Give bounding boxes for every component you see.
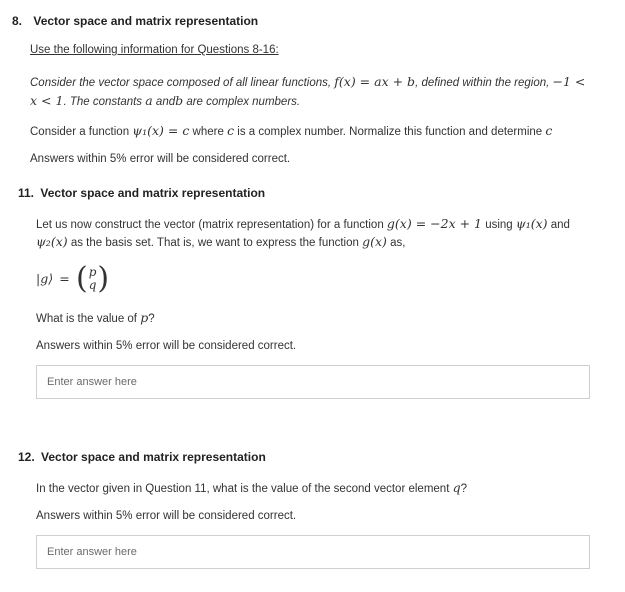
q11-text-line-1 <box>36 216 570 231</box>
q11-text-4: as the basis set. That is, we want to express the function <box>70 237 359 249</box>
q12-title: Vector space and matrix representation <box>41 450 266 464</box>
q11-number: 11. <box>18 186 35 200</box>
q8-c-symbol: c <box>227 123 235 138</box>
q11-question-text: What is the value of <box>36 313 137 325</box>
q8-psi-definition: ψ₁(x) = c <box>132 123 190 138</box>
q11-vector-q: q <box>88 278 97 292</box>
q8-const-a: a <box>145 93 153 108</box>
q11-answer-input[interactable] <box>37 366 589 398</box>
q8-consider-text-2: , defined within the region, <box>415 77 550 89</box>
q8-use-info: Use the following information for Questions 8-16: <box>30 44 279 56</box>
q11-text-1: Let us now construct the vector (matrix representation) for a function <box>36 219 384 231</box>
q8-number: 8. <box>12 14 23 28</box>
q11-text-line-2 <box>36 234 405 249</box>
q11-text-2: using <box>485 219 513 231</box>
q8-tolerance-note: Answers within 5% error will be considered correct. <box>30 153 291 165</box>
q11-header <box>18 186 265 200</box>
q8-consider-text-4: are complex numbers. <box>186 96 301 108</box>
q11-question <box>36 310 155 325</box>
q11-ket-g: |g⟩ <box>36 271 54 286</box>
q8-c-symbol-end: c <box>545 123 553 138</box>
q12-header <box>18 450 266 464</box>
q12-tolerance-note: Answers within 5% error will be considered correct. <box>36 510 297 522</box>
q12-answer-box[interactable] <box>36 535 590 569</box>
q12-question-var: q <box>452 480 461 495</box>
q8-and-word: and <box>155 96 176 108</box>
q8-func-text-2: where <box>192 126 224 138</box>
q11-question-var: p <box>140 310 149 325</box>
q11-text-5: as, <box>390 237 406 249</box>
q11-equals-sign: = <box>59 271 70 286</box>
q8-function-line <box>30 123 552 138</box>
q11-column-vector <box>89 266 97 292</box>
q8-range-part-2: x < 1 <box>30 93 64 108</box>
q11-vector-equation <box>36 261 109 297</box>
q11-g-definition: g(x) = −2x + 1 <box>386 216 482 231</box>
q12-question-text: In the vector given in Question 11, what is the value of the second vector element <box>36 483 450 495</box>
q8-header <box>12 14 258 28</box>
q8-f-definition: f(x) = ax + b <box>334 74 416 89</box>
q8-range-part-1: −1 < <box>552 74 586 89</box>
q8-title: Vector space and matrix representation <box>33 14 259 28</box>
q8-const-b: b <box>175 93 184 108</box>
q11-g-function: g(x) <box>362 234 387 249</box>
left-paren-icon: ( <box>75 261 88 296</box>
q11-vector-p: p <box>88 265 97 279</box>
q11-tolerance-note: Answers within 5% error will be considered correct. <box>36 340 297 352</box>
q11-text-3: and <box>550 219 570 231</box>
q12-number: 12. <box>18 450 35 464</box>
q11-psi2: ψ₂(x) <box>36 234 68 249</box>
q8-consider-line-2 <box>30 93 300 108</box>
q12-question-end: ? <box>460 483 468 495</box>
q8-func-text-3: is a complex number. Normalize this function and determine <box>237 126 543 138</box>
right-paren-icon: ) <box>97 261 110 296</box>
q11-answer-box[interactable] <box>36 365 590 399</box>
q8-func-text-1: Consider a function <box>30 126 130 138</box>
q11-question-end: ? <box>148 313 155 325</box>
q8-consider-line-1 <box>30 74 585 89</box>
q8-consider-text-1: Consider the vector space composed of all linear functions, <box>30 77 332 89</box>
q11-title: Vector space and matrix representation <box>40 186 266 200</box>
q12-question <box>36 480 467 495</box>
q8-consider-text-3: . The constants <box>63 96 143 108</box>
q11-psi1: ψ₁(x) <box>515 216 548 231</box>
q12-answer-input[interactable] <box>37 536 589 568</box>
